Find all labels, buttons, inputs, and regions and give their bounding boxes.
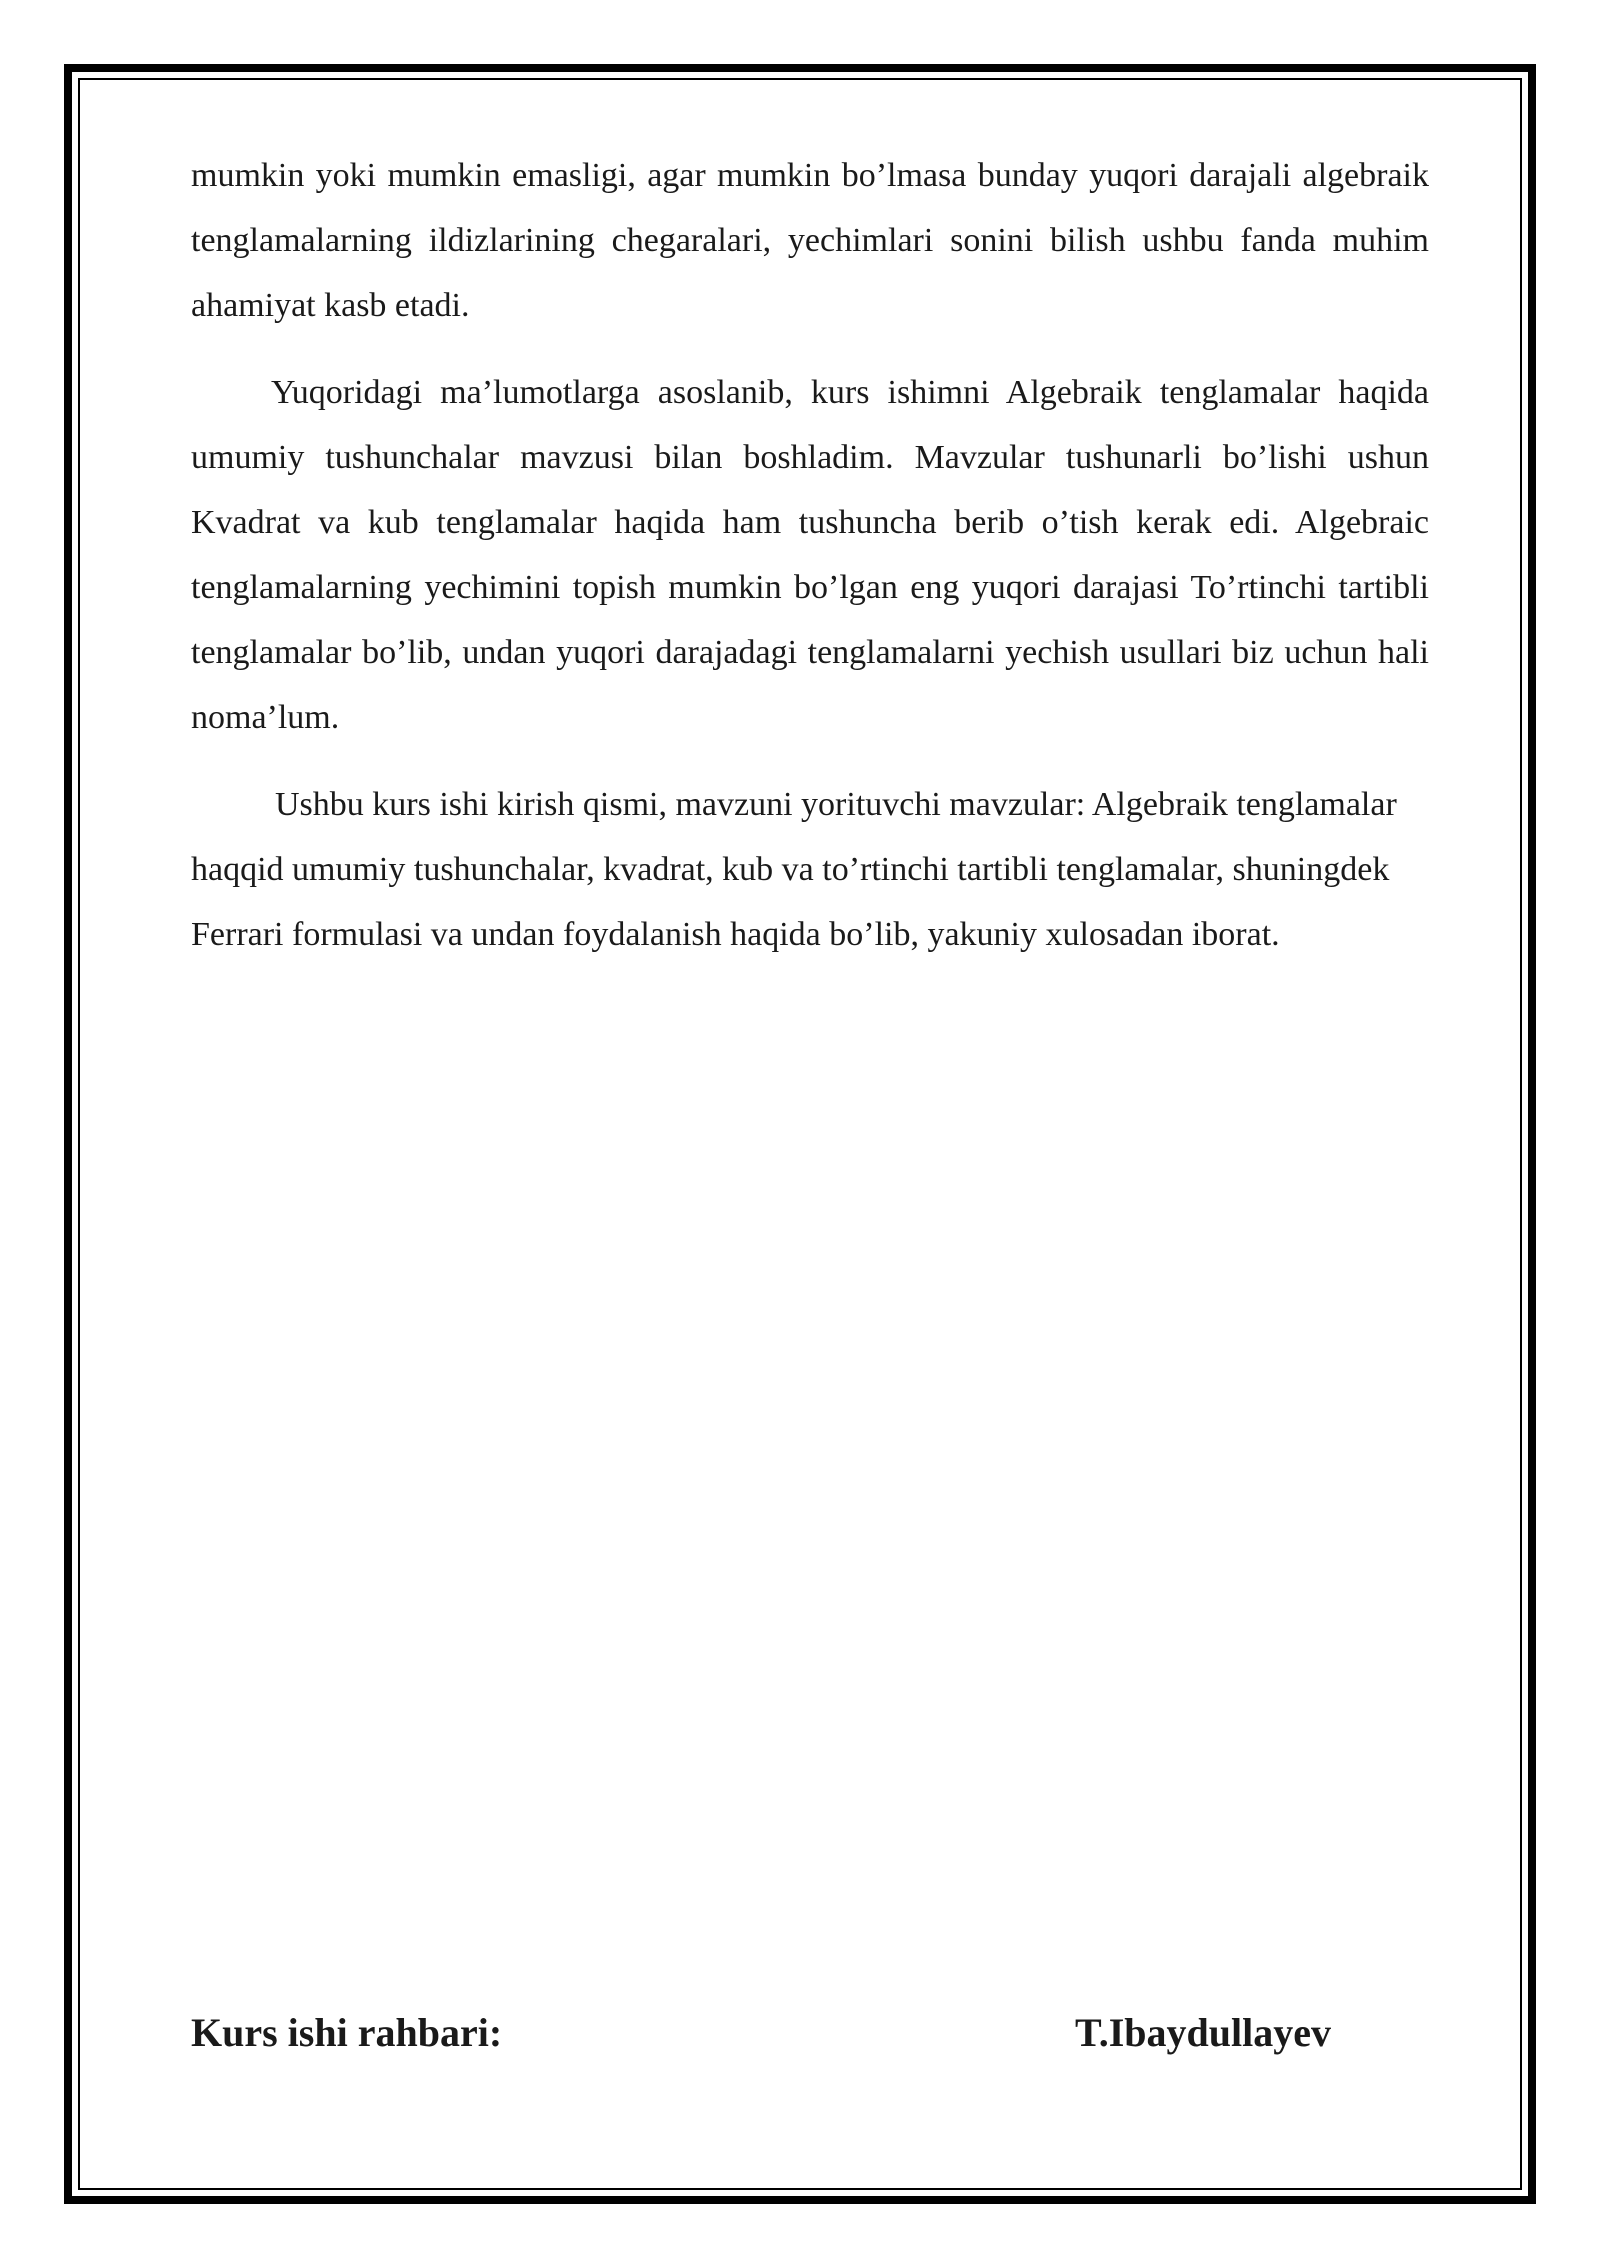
supervisor-name: T.Ibaydullayev (1075, 2010, 1331, 2055)
paragraph-1: mumkin yoki mumkin emasligi, agar mumkin bo’lmasa bunday yuqori darajali algebraik tenglamalarning ildizlarining chegaralari, yechimlari sonini bilish ushbu fanda muhim ahamiyat kasb etadi. (191, 157, 1429, 324)
paragraph-2: Yuqoridagi ma’lumotlarga asoslanib, kurs ishimni Algebraik tenglamalar haqida umumiy tushunchalar mavzusi bilan boshladim. Mavzular tushunarli bo’lishi ushun Kvadrat va kub tenglamalar haqida ham tushuncha berib o’tish kerak edi. Algebraic tenglamalarning yechimini topish mumkin bo’lgan eng yuqori darajasi To’rtinchi tartibli tenglamalar bo’lib, undan yuqori darajadagi tenglamalarni yechish usullari biz uchun hali noma’lum. (191, 374, 1429, 736)
paragraph-3: Ushbu kurs ishi kirish qismi, mavzuni yorituvchi mavzular: Algebraik tenglamalar haqqid umumiy tushunchalar, kvadrat, kub va to’rtinchi tartibli tenglamalar, shuningdek Ferrari formulasi va undan foydalanish haqida bo’lib, yakuniy xulosadan iborat. (191, 786, 1397, 953)
supervisor-label: Kurs ishi rahbari: (191, 2010, 503, 2055)
